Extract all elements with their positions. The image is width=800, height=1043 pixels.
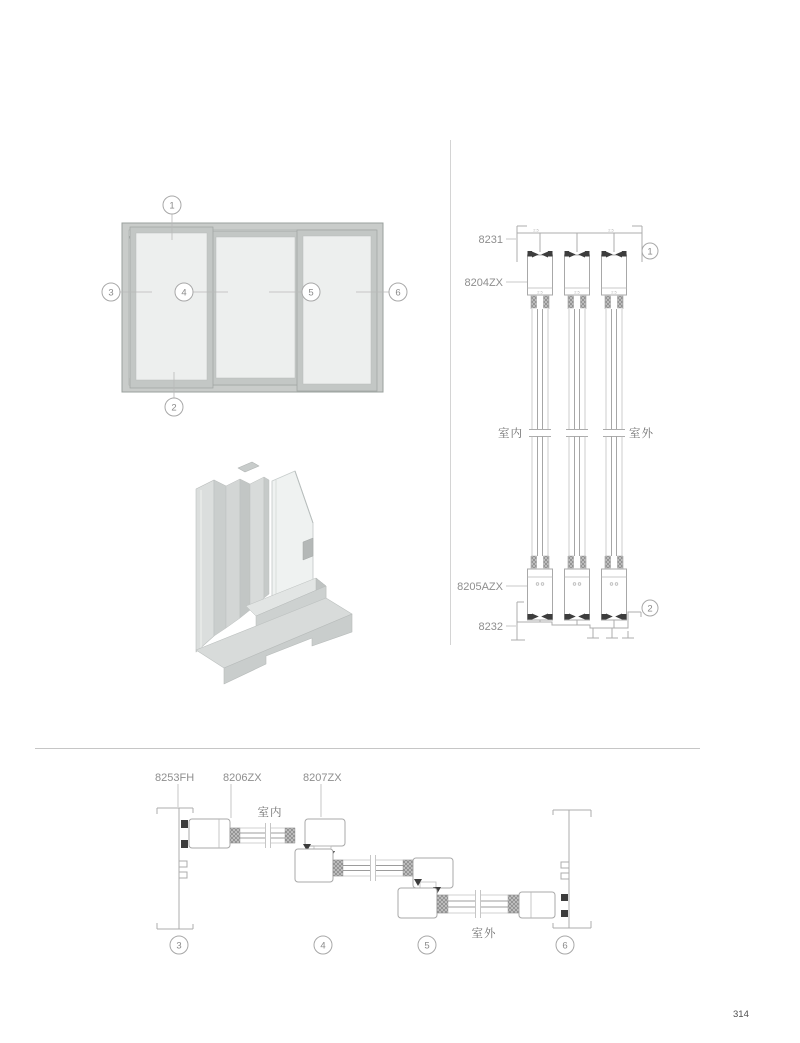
sash-stile-f [519,892,555,918]
elevation-view [102,196,407,416]
interlock-stile-b [305,819,345,846]
micro-dimension: 2.5 [533,227,539,233]
callout-number: 1 [647,246,653,258]
sash-stile-e [398,888,437,918]
outdoor-label: 室外 [629,428,654,440]
callout-4 [175,283,193,301]
callout-2-number: 2 [171,402,177,414]
part-label-8232: 8232 [478,621,503,633]
callout-5-section [418,936,436,954]
interlock-stile-c [295,849,333,882]
part-label-8253fh: 8253FH [155,772,195,784]
callout-5 [302,283,320,301]
micro-dimension: 2.5 [608,227,614,233]
callout-4-section [314,936,332,954]
elevation-panel-left [130,227,213,388]
callout-number: 3 [176,940,182,952]
sash-stile-a [189,819,230,848]
part-label-8207zx: 8207ZX [303,772,342,784]
callout-number: 2 [647,603,653,615]
callout-5-number: 5 [308,287,314,299]
callout-6 [389,283,407,301]
callout-number: 4 [320,940,326,952]
callout-6-number: 6 [395,287,401,299]
callout-number: 5 [424,940,430,952]
callout-2-section [642,600,658,616]
part-label-8204zx: 8204ZX [464,277,503,289]
part-label-8206zx: 8206ZX [223,772,262,784]
callout-3-number: 3 [108,287,114,299]
part-label-8205azx: 8205AZX [457,581,503,593]
elevation-panel-right [297,230,377,391]
indoor-label: 室内 [498,428,523,440]
part-label-8231: 8231 [478,234,503,246]
callout-1-number: 1 [169,200,175,212]
callout-3-section [170,936,188,954]
elevation-panel-middle [210,231,301,385]
outdoor-label: 室外 [471,928,497,940]
callout-1 [163,196,181,214]
callout-1-section [642,243,658,259]
callout-2 [165,398,183,416]
callout-number: 6 [562,940,568,952]
callout-4-number: 4 [181,287,187,299]
indoor-label: 室内 [257,807,283,819]
page-number: 314 [733,1009,749,1020]
callout-6-section [556,936,574,954]
callout-3 [102,283,120,301]
